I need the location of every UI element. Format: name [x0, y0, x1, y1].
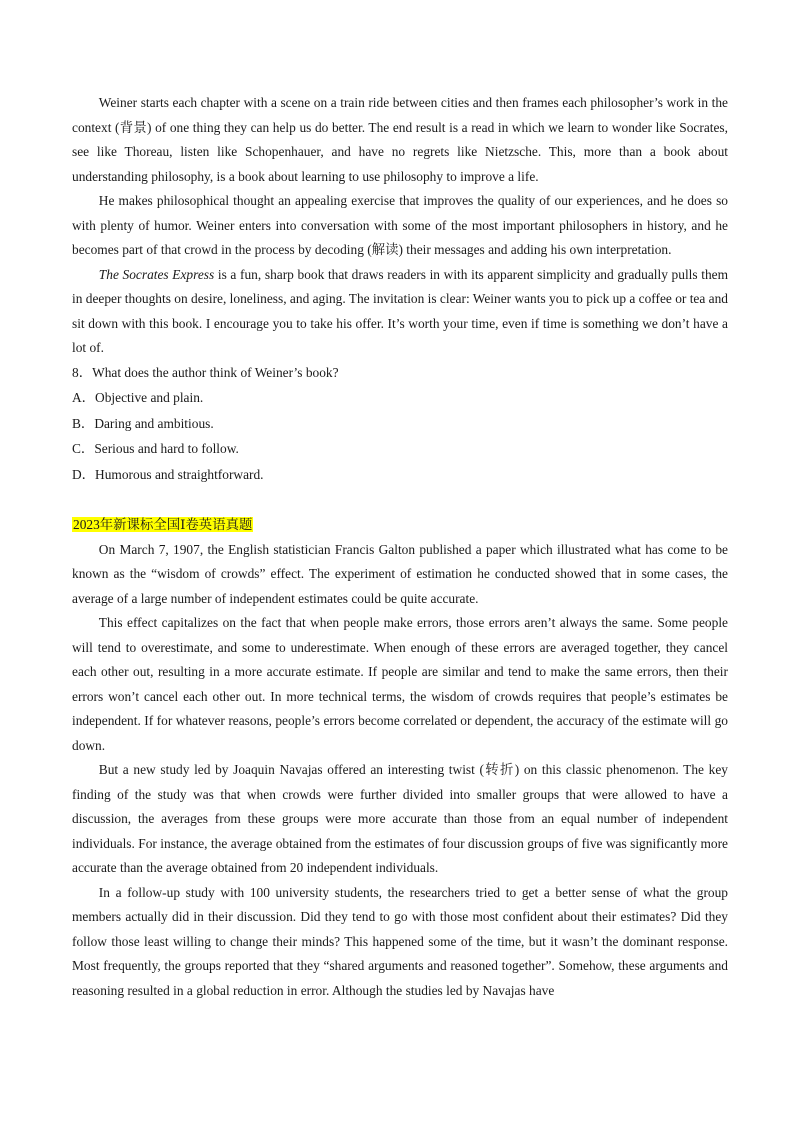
option-d: D．Humorous and straightforward. [72, 466, 264, 482]
option-c: C．Serious and hard to follow. [72, 441, 239, 456]
book-title: The Socrates Express [98, 266, 215, 282]
passage1-paragraph-1: Weiner starts each chapter with a scene on a train ride between cities and then frames each philosopher’s work in the context (背景) of one thing they can help us do better. The end result is a read in which we learn to wonder like Socrates, see like Thoreau, listen like Schopenhauer, and have no regrets like Nietzsche. This, more than a book about understanding philosophy, is a book about learning to use philosophy to improve a life. [72, 95, 728, 184]
document-page [72, 91, 728, 1003]
passage1-paragraph-2: He makes philosophical thought an appealing exercise that improves the quality of our experiences, and he does so with plenty of humor. Weiner enters into conversation with some of the most important philosophers in history, and he becomes part of that crowd in the process by decoding (解读) their messages and adding his own interpretation. [72, 193, 728, 257]
passage2-paragraph-2: This effect capitalizes on the fact that when people make errors, those errors aren’t always the same. Some people will tend to overestimate, and some to underestimate. When enough of these errors are averaged together, they cancel each other out, resulting in a more accurate estimate. If people are similar and tend to make the same errors, then their errors won’t cancel each other out. In more technical terms, the wisdom of crowds requires that people’s estimates be independent. If for whatever reasons, people’s errors become correlated or dependent, the accuracy of the estimate will go down. [72, 615, 728, 753]
passage2-paragraph-4: In a follow-up study with 100 university students, the researchers tried to get a better sense of what the group members actually did in their discussion. Did they tend to go with those most confident about their estimates? Did they follow those least willing to change their minds? This happened some of the time, but it wasn’t the dominant response. Most frequently, the groups reported that they “shared arguments and reasoned together”. Somehow, these arguments and reasoning resulted in a global reduction in error. Although the studies led by Navajas have [72, 884, 728, 998]
option-a: A．Objective and plain. [72, 390, 204, 405]
section-label-row [72, 513, 728, 538]
passage2-paragraph-3: But a new study led by Joaquin Navajas offered an interesting twist (转折) on this classic phenomenon. The key finding of the study was that when crowds were further divided into smaller groups that were allowed to have a discussion, the averages from these groups were more accurate than those from an equal number of independent individuals. For instance, the average obtained from the estimates of four discussion groups of five was significantly more accurate than the average obtained from 20 independent individuals. [72, 762, 728, 875]
passage2-paragraph-1: On March 7, 1907, the English statistician Francis Galton published a paper which illustrated what has come to be known as the “wisdom of crowds” effect. The experiment of estimation he conducted showed that in some cases, the average of a large number of independent estimates could be quite accurate. [72, 541, 728, 606]
option-b: B．Daring and ambitious. [72, 415, 214, 431]
question-stem: 8．What does the author think of Weiner’s book? [72, 364, 339, 380]
section-label: 2023年新课标全国Ⅰ卷英语真题 [73, 517, 253, 532]
section-spacer [72, 487, 728, 513]
passage1-paragraph-3-text: is a fun, sharp book that draws readers in with its apparent simplicity and gradually pulls them in deeper thoughts on desire, loneliness, and aging. The invitation is clear: Weiner wants you to pick up a coffee or tea and sit down with this book. I encourage you to take his offer. It’s worth your time, even if time is something we don’t have a lot of. [72, 266, 729, 355]
passage1-paragraph-3 [72, 263, 728, 361]
